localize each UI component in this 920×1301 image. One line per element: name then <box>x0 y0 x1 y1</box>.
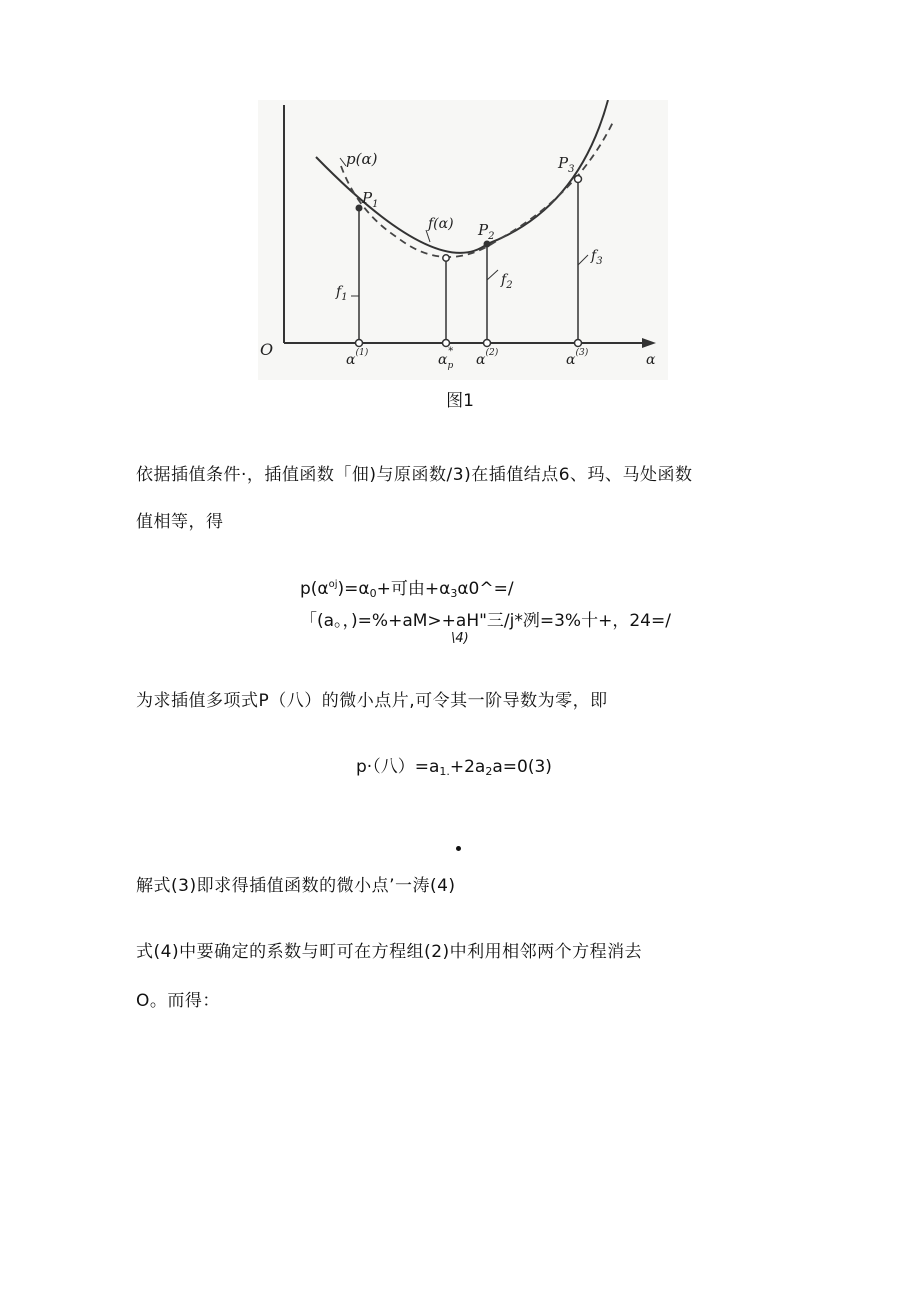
xpoint-2 <box>484 340 491 347</box>
label-fx: f(α) <box>428 216 454 232</box>
label-xp: $\alpha_p*$ <box>438 346 454 371</box>
paragraph-4: 式(4)中要确定的系数与町可在方程组(2)中利用相邻两个方程消去 <box>136 942 643 962</box>
label-x2: $\alpha^{(2)}$ <box>476 348 499 368</box>
paragraph-1-line-1: 依据插值条件·，插值函数「佃)与原函数/3)在插值结点6、玛、马处函数 <box>136 465 693 485</box>
paragraph-3: 解式(3)即求得插值函数的微小点’一涛(4) <box>136 876 456 896</box>
equation-1: $p(\alpha^{oj})=\alpha_0+$可由$+\alpha_3\alpha 0\^{}=/$ <box>300 579 514 600</box>
point-pmin <box>443 255 449 261</box>
equation-3: p·（八）$=a_{1.}+2a_2a=0(3)$ <box>356 757 552 778</box>
xpoint-1 <box>356 340 363 347</box>
equation-number-small: \4) <box>451 631 469 646</box>
label-px: p(α) <box>346 150 378 168</box>
paragraph-5: O。而得： <box>136 991 220 1011</box>
paragraph-2: 为求插值多项式P（八）的微小点片,可令其一阶导数为零，即 <box>136 691 608 711</box>
interpolation-figure <box>258 100 668 380</box>
point-p3 <box>575 176 582 183</box>
figure-background <box>258 100 668 380</box>
label-p2: $P_2$ <box>478 221 495 242</box>
label-axis: α <box>646 352 656 368</box>
label-f1: $f_1$ <box>336 284 348 303</box>
equation-2: 「(a。，)=%+aM>+aH"三∕j*冽=3%十+，24=/ <box>300 611 671 631</box>
bullet-dot <box>456 846 461 851</box>
label-p3: $P_3$ <box>558 154 575 175</box>
xpoint-3 <box>575 340 582 347</box>
label-origin: O <box>260 340 274 359</box>
figure-caption: 图1 <box>446 391 474 411</box>
label-f2: $f_2$ <box>501 272 513 291</box>
label-f3: $f_3$ <box>591 248 603 267</box>
label-p1: $P_1$ <box>362 189 379 210</box>
label-x1: $\alpha^{(1)}$ <box>346 348 369 368</box>
paragraph-1-line-2: 值相等，得 <box>136 512 224 532</box>
label-x3: $\alpha^{(3)}$ <box>566 348 589 368</box>
